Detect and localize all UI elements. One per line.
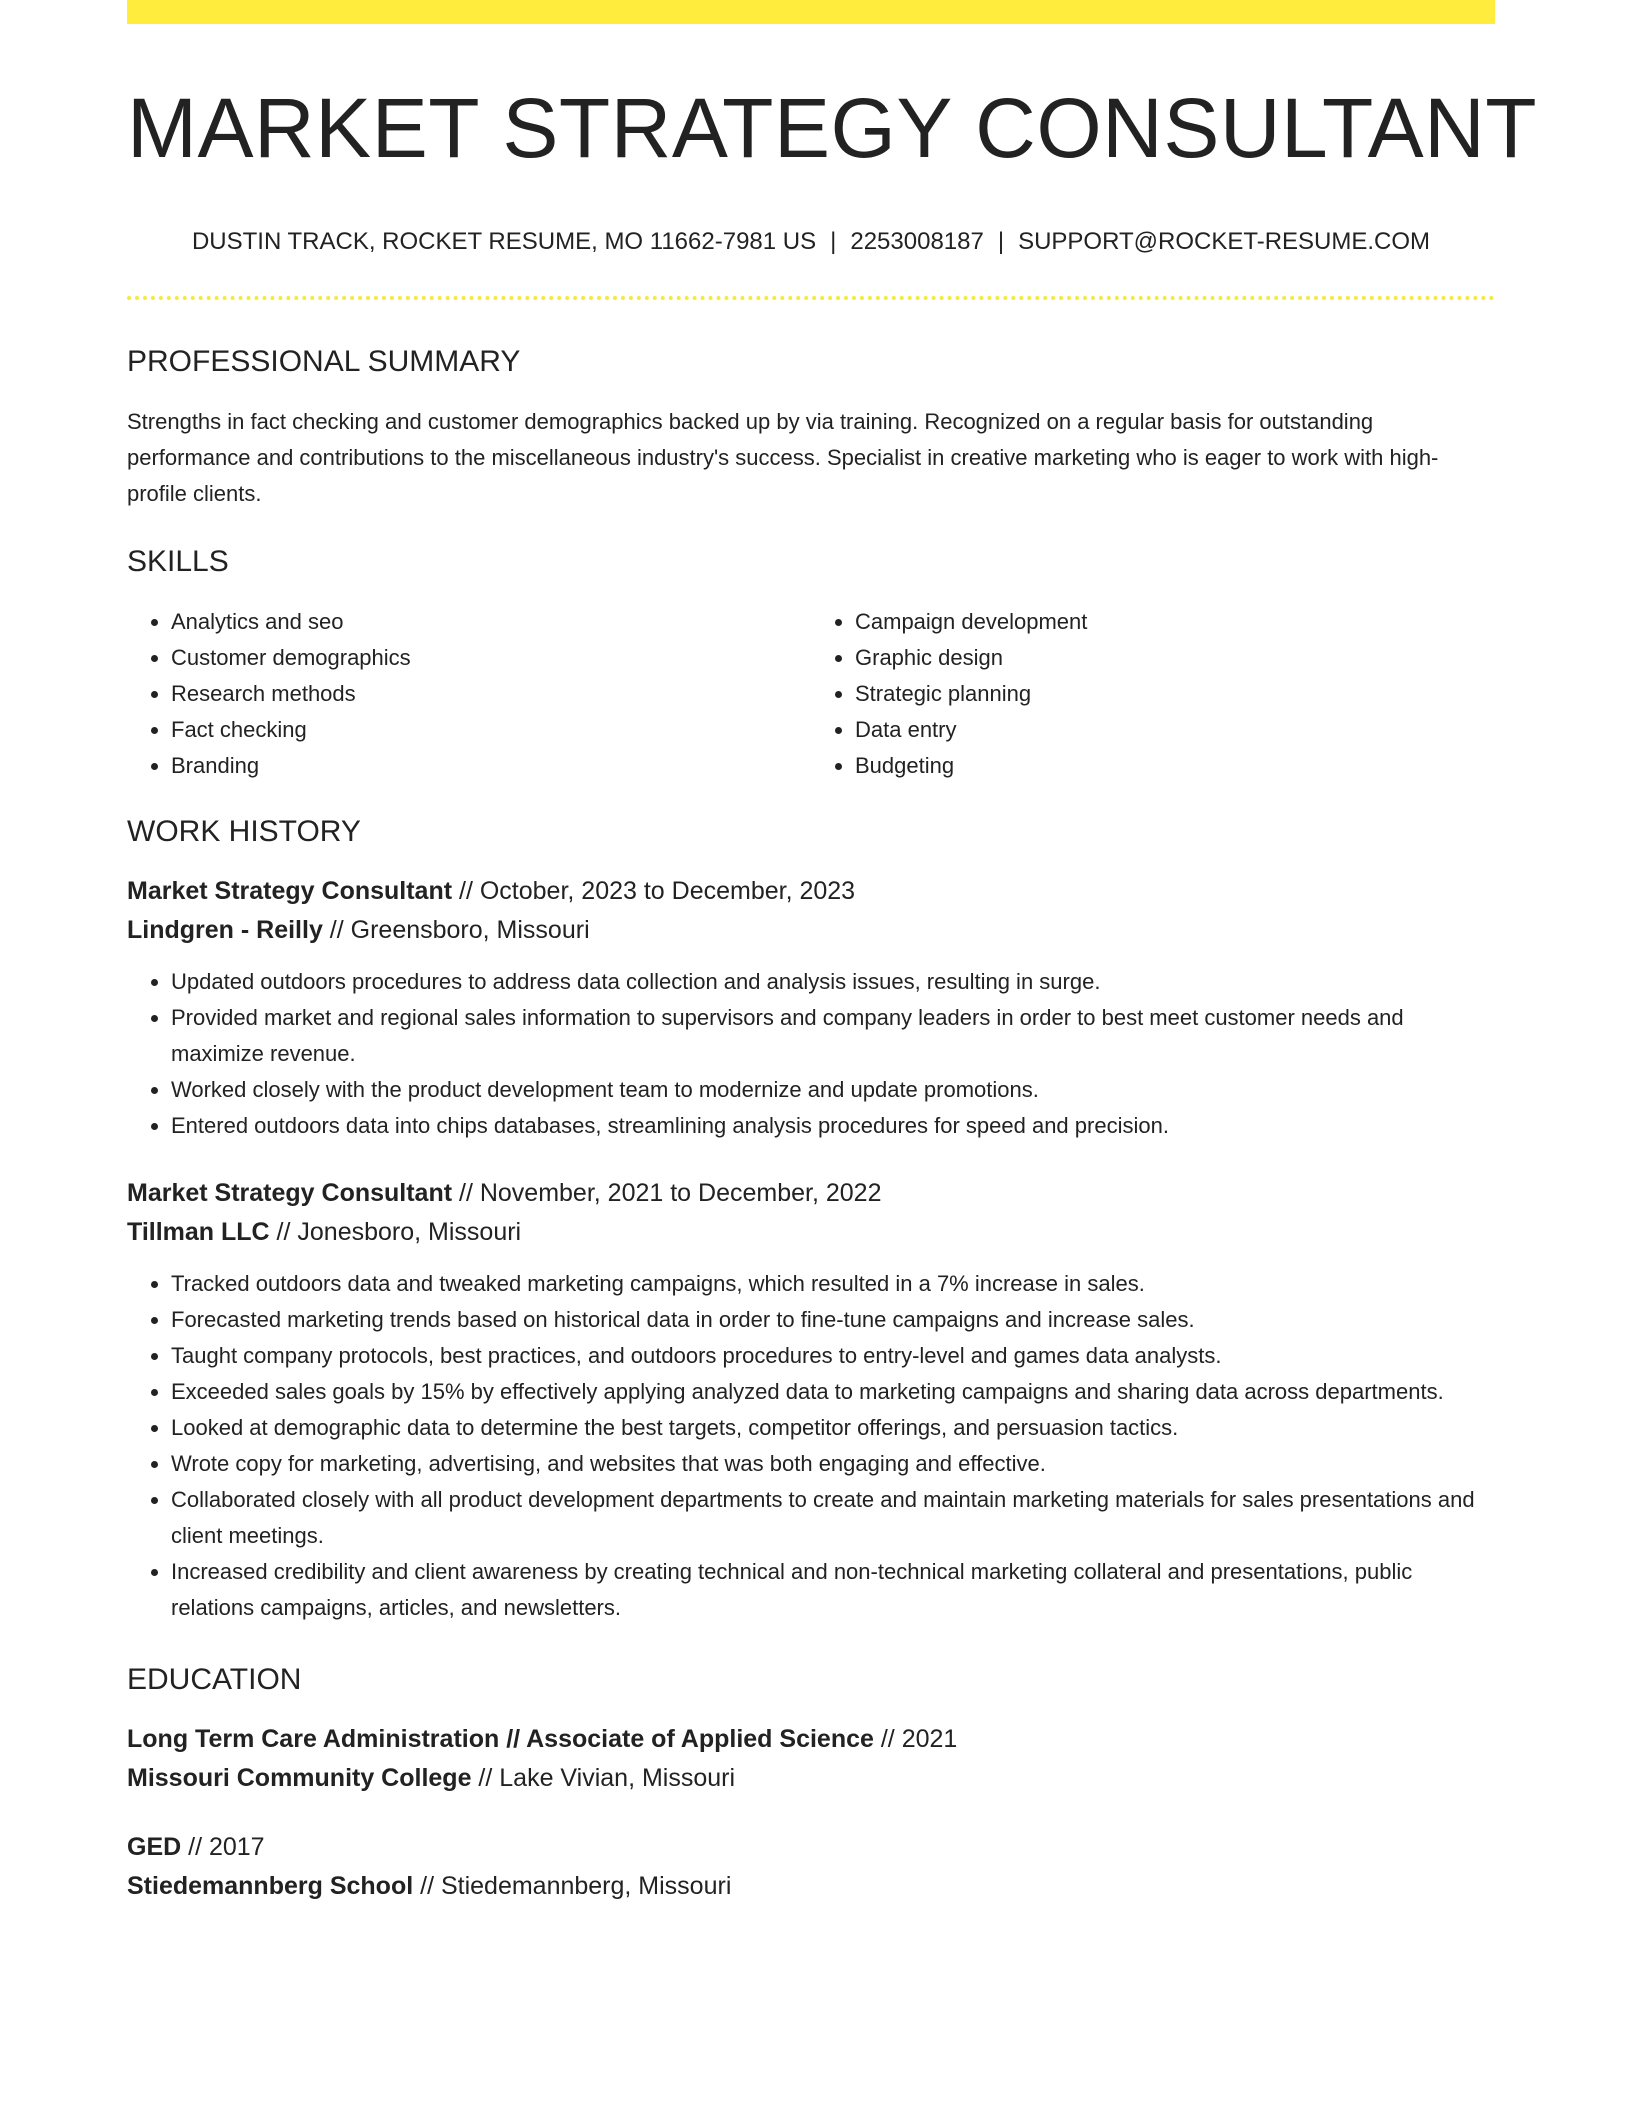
job-location: // Greensboro, Missouri [322, 916, 590, 945]
education-heading: EDUCATION [127, 1663, 302, 1697]
skill-item: • Campaign development [855, 604, 1495, 640]
job-title: Market Strategy Consultant [127, 877, 453, 906]
job-entry [127, 872, 1495, 1144]
job-bullet: • Forecasted marketing trends based on historical data in order to fine-tune campaigns and increase sales. [171, 1302, 1495, 1338]
education-degree: Long Term Care Administration // Associate of Applied Science [127, 1725, 874, 1754]
skills-heading: SKILLS [127, 545, 229, 579]
job-bullet: • Looked at demographic data to determine the best targets, competitor offerings, and persuasion tactics. [171, 1410, 1495, 1446]
skill-item: • Graphic design [855, 640, 1495, 676]
skills-grid [127, 604, 1495, 784]
work-history-heading: WORK HISTORY [127, 815, 361, 849]
job-bullet: • Worked closely with the product development team to modernize and update promotions. [171, 1072, 1495, 1108]
contact-line [127, 228, 1495, 256]
skill-item: • Research methods [171, 676, 811, 712]
job-bullet: • Exceeded sales goals by 15% by effectively applying analyzed data to marketing campaigns and sharing data across departments. [171, 1374, 1495, 1410]
contact-address: DUSTIN TRACK, ROCKET RESUME, MO 11662-7981 US [191, 228, 817, 256]
skill-item: • Branding [171, 748, 811, 784]
dotted-divider [127, 296, 1495, 300]
job-bullets [127, 964, 1495, 1144]
job-bullet: • Provided market and regional sales information to supervisors and company leaders in order to best meet customer needs and maximize revenue. [171, 1000, 1495, 1072]
education-year: // 2017 [181, 1833, 265, 1862]
job-company-line [127, 1213, 1495, 1252]
job-bullets [127, 1266, 1495, 1626]
skill-item: • Analytics and seo [171, 604, 811, 640]
skills-list-right [811, 604, 1495, 784]
skill-item: • Customer demographics [171, 640, 811, 676]
contact-separator: | [830, 228, 837, 256]
job-title: Market Strategy Consultant [127, 1179, 453, 1208]
skill-item: • Fact checking [171, 712, 811, 748]
job-bullet: • Wrote copy for marketing, advertising, and websites that was both engaging and effective. [171, 1446, 1495, 1482]
job-dates: // October, 2023 to December, 2023 [452, 877, 856, 906]
job-title-line [127, 1174, 1495, 1213]
summary-heading: PROFESSIONAL SUMMARY [127, 345, 521, 379]
skill-item: • Budgeting [855, 748, 1495, 784]
education-school: Missouri Community College [127, 1764, 472, 1793]
job-bullet: • Collaborated closely with all product development departments to create and maintain marketing materials for sales presentations and client meetings. [171, 1482, 1495, 1554]
job-location: // Jonesboro, Missouri [269, 1218, 522, 1247]
job-company: Tillman LLC [127, 1218, 270, 1247]
skills-list-left [127, 604, 811, 784]
job-bullet: • Increased credibility and client awareness by creating technical and non-technical marketing collateral and presentations, public relations campaigns, articles, and newsletters. [171, 1554, 1495, 1626]
resume-title: MARKET STRATEGY CONSULTANT [127, 81, 1538, 175]
summary-text: Strengths in fact checking and customer demographics backed up by via training. Recognized on a regular basis for outstanding performance and contributions to the miscellaneous industry's success. Specialist in creative marketing who is eager to work with high-profile clients. [127, 409, 1439, 507]
job-dates: // November, 2021 to December, 2022 [452, 1179, 882, 1208]
job-company: Lindgren - Reilly [127, 916, 323, 945]
job-bullet: • Tracked outdoors data and tweaked marketing campaigns, which resulted in a 7% increase in sales. [171, 1266, 1495, 1302]
job-bullet: • Entered outdoors data into chips databases, streamlining analysis procedures for speed and precision. [171, 1108, 1495, 1144]
job-entry [127, 1174, 1495, 1626]
skill-item: • Data entry [855, 712, 1495, 748]
job-title-line [127, 872, 1495, 911]
job-bullet: • Taught company protocols, best practices, and outdoors procedures to entry-level and games data analysts. [171, 1338, 1495, 1374]
education-entry [127, 1828, 1495, 1906]
contact-separator: | [997, 228, 1005, 256]
accent-bar [127, 0, 1495, 24]
job-company-line [127, 911, 1495, 950]
contact-phone: 2253008187 [850, 228, 984, 256]
education-school-line [127, 1867, 1495, 1906]
contact-email: SUPPORT@ROCKET-RESUME.COM [1018, 228, 1431, 256]
education-location: // Lake Vivian, Missouri [471, 1764, 736, 1793]
education-degree-line [127, 1828, 1495, 1867]
job-bullet: • Updated outdoors procedures to address data collection and analysis issues, resulting in surge. [171, 964, 1495, 1000]
education-degree-line [127, 1720, 1495, 1759]
education-school-line [127, 1759, 1495, 1798]
education-school: Stiedemannberg School [127, 1872, 414, 1901]
education-location: // Stiedemannberg, Missouri [413, 1872, 732, 1901]
resume-page [127, 0, 1538, 1906]
education-year: // 2021 [873, 1725, 958, 1754]
education-degree: GED [127, 1833, 182, 1862]
education-entry [127, 1720, 1495, 1798]
skill-item: • Strategic planning [855, 676, 1495, 712]
